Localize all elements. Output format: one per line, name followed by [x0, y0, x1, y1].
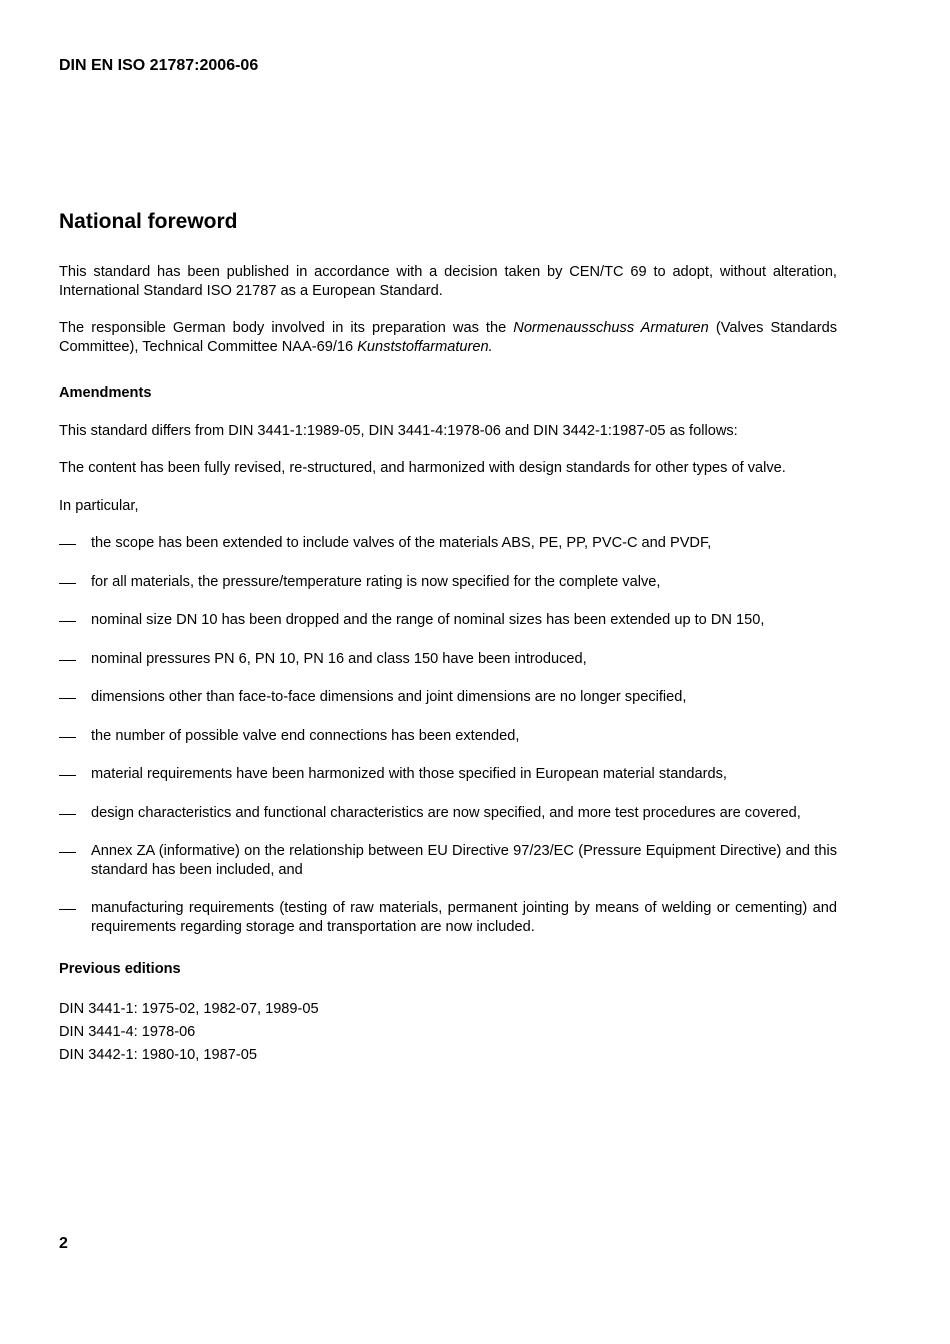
edition-line: DIN 3442-1: 1980-10, 1987-05: [59, 1046, 257, 1063]
page-number: 2: [59, 1235, 68, 1252]
amendments-summary: The content has been fully revised, re-structured, and harmonized with design standards for other types of valve.: [59, 460, 786, 476]
list-item: [59, 765, 837, 784]
list-item: [59, 573, 837, 592]
list-item: [59, 534, 837, 553]
list-item: [59, 688, 837, 707]
main-content: [59, 209, 837, 1067]
foreword-paragraph-2-mid: (Valves Standards Committee), Technical Committee NAA-69/16: [59, 320, 837, 355]
previous-editions-list: [59, 998, 837, 1067]
list-item-text: for all materials, the pressure/temperature rating is now specified for the complete valve,: [91, 573, 661, 590]
committee-name-italic: Normenausschuss Armaturen: [513, 320, 709, 336]
edition-line: DIN 3441-4: 1978-06: [59, 1023, 196, 1040]
technical-committee-italic: Kunststoffarmaturen.: [357, 338, 493, 355]
foreword-paragraph-2: [59, 319, 837, 356]
foreword-paragraph-2-start: The responsible German body involved in its preparation was the: [59, 320, 514, 336]
list-item-text: material requirements have been harmonized with those specified in European material standards,: [91, 766, 727, 782]
amendments-heading: Amendments: [59, 385, 152, 401]
list-item-text: the scope has been extended to include valves of the materials ABS, PE, PP, PVC-C and PVDF,: [91, 535, 712, 551]
document-id-header: DIN EN ISO 21787:2006-06: [59, 57, 259, 74]
list-item: [59, 727, 837, 746]
list-item-text: the number of possible valve end connections has been extended,: [91, 727, 520, 744]
previous-editions-heading: Previous editions: [59, 961, 181, 977]
list-item: [59, 611, 837, 630]
amendments-intro: This standard differs from DIN 3441-1:1989-05, DIN 3441-4:1978-06 and DIN 3442-1:1987-05 as follows:: [59, 422, 738, 439]
amendments-list: [59, 534, 837, 936]
list-item-text: design characteristics and functional characteristics are now specified, and more test procedures are covered,: [91, 804, 801, 821]
foreword-paragraph-1: This standard has been published in accordance with a decision taken by CEN/TC 69 to adopt, without alteration, International Standard ISO 21787 as a European Standard.: [59, 264, 837, 299]
list-item-text: dimensions other than face-to-face dimensions and joint dimensions are no longer specified,: [91, 689, 687, 705]
list-item: [59, 899, 837, 936]
list-item-text: nominal pressures PN 6, PN 10, PN 16 and class 150 have been introduced,: [91, 650, 587, 667]
list-item: [59, 804, 837, 823]
list-item-text: nominal size DN 10 has been dropped and the range of nominal sizes has been extended up to DN 150,: [91, 612, 765, 628]
edition-line: DIN 3441-1: 1975-02, 1982-07, 1989-05: [59, 1000, 319, 1017]
list-item: [59, 842, 837, 879]
list-item-text: Annex ZA (informative) on the relationship between EU Directive 97/23/EC (Pressure Equipment Directive) and this standard has been included, and: [91, 843, 837, 878]
list-item: [59, 650, 837, 669]
amendments-lead: In particular,: [59, 497, 139, 514]
list-item-text: manufacturing requirements (testing of raw materials, permanent jointing by means of welding or cementing) and requirements regarding storage and transportation are now included.: [91, 900, 837, 935]
section-title: National foreword: [59, 210, 238, 233]
